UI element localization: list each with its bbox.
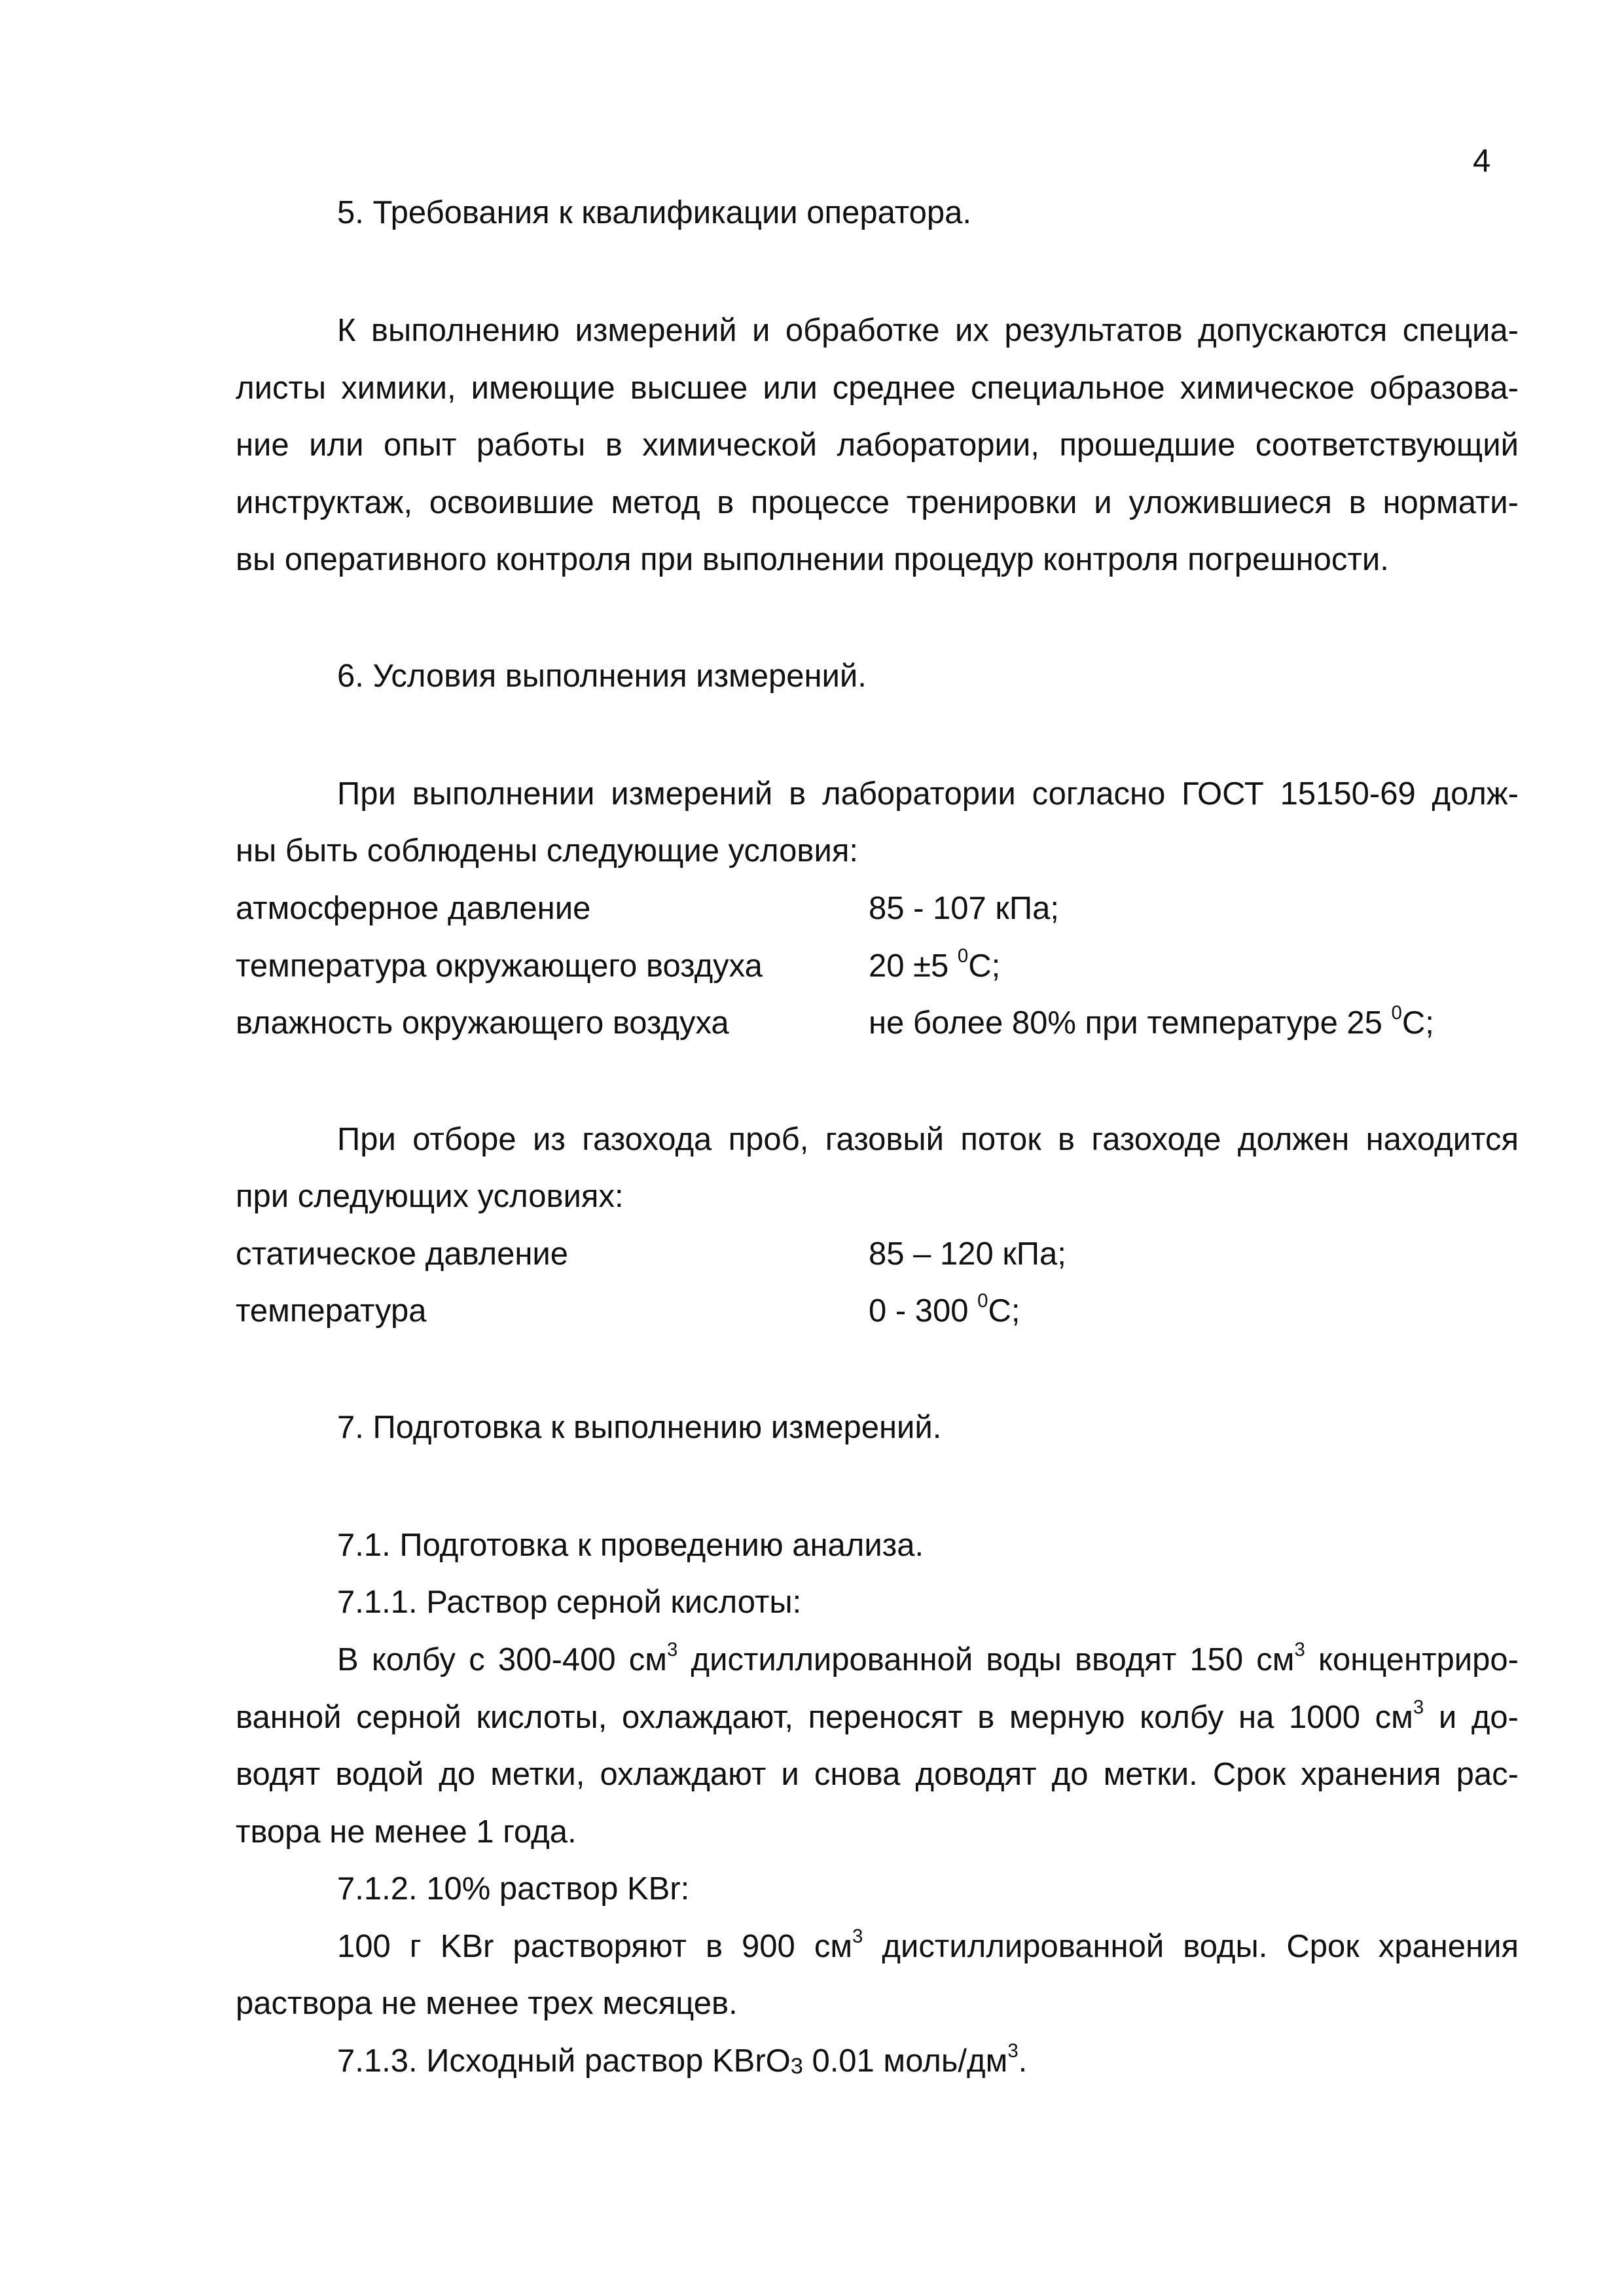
paragraph-line: раствора не менее трех месяцев.	[236, 1986, 738, 2021]
condition-label: статическое давление	[236, 1236, 569, 1272]
paragraph-line: листы химики, имеющие высшее или среднее специальное химическое образова-	[236, 370, 1519, 406]
condition-value: 20 ±5 $^0$С;	[869, 945, 1001, 984]
condition-value: не более 80% при температуре 25 $^0$С;	[869, 1002, 1434, 1041]
condition-label: атмосферное давление	[236, 891, 591, 926]
section-7-1-2-title: 7.1.2. 10% раствор KBr:	[337, 1871, 690, 1907]
paragraph-line: ны быть соблюдены следующие условия:	[236, 833, 858, 869]
paragraph-line: при следующих условиях:	[236, 1179, 624, 1214]
section-7-1-3-title: 7.1.3. Исходный раствор KBrO$_3$ 0.01 моль/$дм^3$.	[337, 2040, 1028, 2079]
section-7-title: 7. Подготовка к выполнению измерений.	[337, 1410, 942, 1445]
paragraph-line: водят водой до метки, охлаждают и снова доводят до метки. Срок хранения рас-	[236, 1757, 1519, 1792]
condition-value: 85 – 120 кПа;	[869, 1236, 1066, 1272]
paragraph-line: ние или опыт работы в химической лаборатории, прошедшие соответствующий	[236, 427, 1519, 463]
paragraph-line: 100 г KBr растворяют в 900 $см^3$ дистиллированной воды. Срок хранения	[337, 1926, 1519, 1964]
page-number: 4	[1473, 143, 1491, 179]
condition-label: температура	[236, 1293, 427, 1329]
condition-label: влажность окружающего воздуха	[236, 1005, 729, 1041]
paragraph-line: К выполнению измерений и обработке их результатов допускаются специа-	[337, 313, 1519, 348]
section-7-1-1-title: 7.1.1. Раствор серной кислоты:	[337, 1585, 802, 1620]
paragraph-line: твора не менее 1 года.	[236, 1814, 577, 1850]
paragraph-line: При отборе из газохода проб, газовый поток в газоходе должен находится	[337, 1122, 1519, 1157]
paragraph-line: В колбу с 300-400 $см^3$ дистиллированной воды вводят 150 $см^3$ концентриро-	[337, 1639, 1519, 1677]
condition-label: температура окружающего воздуха	[236, 948, 763, 984]
paragraph-line: инструктаж, освоившие метод в процессе тренировки и уложившиеся в нормати-	[236, 485, 1519, 520]
condition-value: 0 - 300 $^0$С;	[869, 1290, 1020, 1329]
section-7-1-title: 7.1. Подготовка к проведению анализа.	[337, 1528, 924, 1563]
paragraph-line: При выполнении измерений в лаборатории согласно ГОСТ 15150-69 долж-	[337, 776, 1519, 812]
paragraph-line: вы оперативного контроля при выполнении процедур контроля погрешности.	[236, 542, 1389, 577]
paragraph-line: ванной серной кислоты, охлаждают, переносят в мерную колбу на 1000 $см^3$ и до-	[236, 1696, 1519, 1735]
condition-value: 85 - 107 кПа;	[869, 891, 1059, 926]
section-6-title: 6. Условия выполнения измерений.	[337, 658, 867, 694]
section-5-title: 5. Требования к квалификации оператора.	[337, 195, 972, 230]
